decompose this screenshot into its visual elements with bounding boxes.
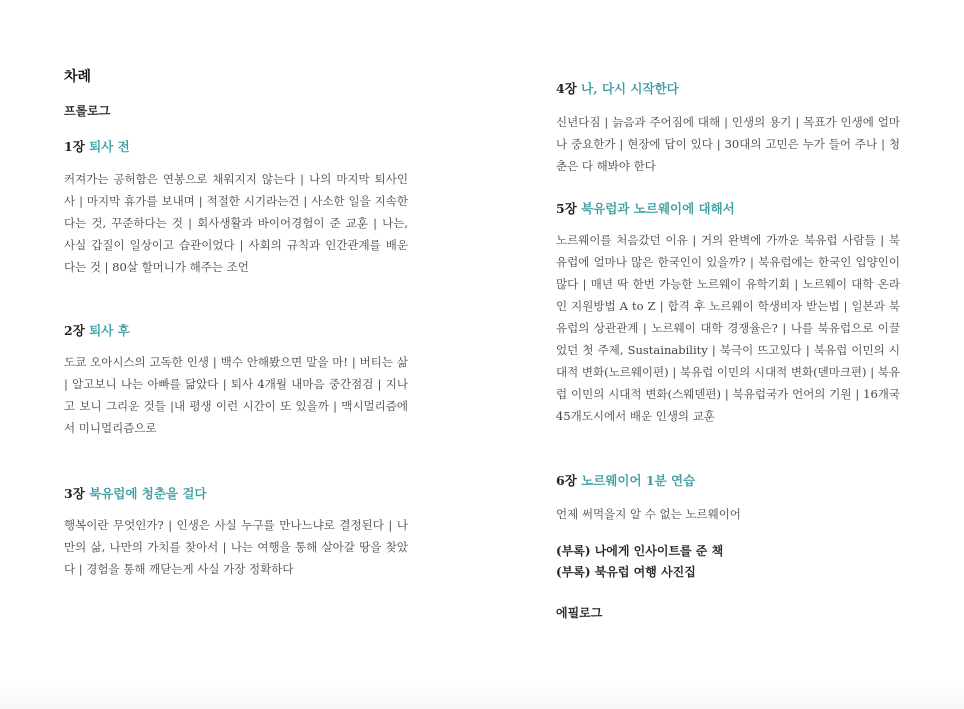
chapter-4-title: 나, 다시 시작한다 (581, 81, 679, 96)
page-bottom-edge (0, 683, 964, 709)
epilogue-entry: 에필로그 (556, 606, 603, 620)
chapter-4-sections: 신년다짐 | 늙음과 주어짐에 대해 | 인생의 용기 | 목표가 인생에 얼마나 중요한가 | 현장에 답이 있다 | 30대의 고민은 누가 들어 주나 | 청춘은 다 해봐야 한다 (556, 115, 900, 173)
chapter-2-heading (64, 321, 130, 339)
chapter-4-number: 4장 (556, 81, 577, 96)
chapter-2-sections: 도쿄 오아시스의 고독한 인생 | 백수 안해봤으면 말을 마! | 버티는 삶 | 알고보니 나는 아빠를 닮았다 | 퇴사 4개월 내마음 중간점검 | 지나고 보니 그리운 것들 |내 평생 이런 시간이 또 있을까 | 맥시멀리즘에서 미니멀리즘으로 (64, 355, 408, 435)
chapter-5-heading (556, 199, 735, 217)
chapter-1-sections: 커져가는 공허함은 연봉으로 채워지지 않는다 | 나의 마지막 퇴사인사 | 마지막 휴가를 보내며 | 적절한 시기라는건 | 사소한 일을 지속한다는 것, 꾸준하다는 것 | 회사생활과 바이어경험이 준 교훈 | 나는, 사실 갑질이 일상이고 습관이었다 | 사회의 규칙과 인간관계를 배운다는 것 | 80살 할머니가 해주는 조언 (64, 172, 408, 274)
chapter-6-sections: 언제 써먹을지 알 수 없는 노르웨이어 (556, 507, 741, 521)
chapter-1-number: 1장 (64, 139, 85, 154)
chapter-5-title: 북유럽과 노르웨이에 대해서 (581, 201, 735, 216)
appendix-list (556, 541, 723, 583)
chapter-1-heading (64, 137, 130, 155)
chapter-3-title: 북유럽에 청춘을 걸다 (89, 486, 207, 501)
chapter-1-title: 퇴사 전 (89, 139, 130, 154)
prologue-entry: 프롤로그 (64, 104, 111, 118)
chapter-2-title: 퇴사 후 (89, 323, 130, 338)
chapter-3-sections: 행복이란 무엇인가? | 인생은 사실 누구를 만나느냐로 결정된다 | 나만의 삶, 나만의 가치를 찾아서 | 나는 여행을 통해 살아갈 땅을 찾았다 | 경험을 통해 깨닫는게 사실 가장 정확하다 (64, 518, 408, 576)
appendix-books-entry: (부록) 나에게 인사이트를 준 책 (556, 544, 724, 558)
chapter-5-sections: 노르웨이를 처음갔던 이유 | 거의 완벽에 가까운 북유럽 사람들 | 북유럽에 얼마나 많은 한국인이 있을까? | 북유럽에는 한국인 입양인이 많다 | 매년 딱 한번 가능한 노르웨이 유학기회 | 노르웨이 대학 온라인 지원방법 A to Z | 합격 후 노르웨이 학생비자 받는법 | 일본과 북유럽의 상관관계 | 노르웨이 대학 경쟁율은? | 나를 북유럽으로 이끌었던 첫 주제, Sustainability | 북극이 뜨고있다 | 북유럽 이민의 시대적 변화(노르웨이편) | 북유럽 이민의 시대적 변화(덴마크편) | 북유럽 이민의 시대적 변화(스웨덴편) | 북유럽국가 언어의 기원 | 16개국 45개도시에서 배운 인생의 교훈 (556, 233, 900, 423)
chapter-2-number: 2장 (64, 323, 85, 338)
chapter-6-number: 6장 (556, 473, 577, 488)
appendix-photos-entry: (부록) 북유럽 여행 사진집 (556, 565, 696, 579)
chapter-6-title: 노르웨이어 1분 연습 (581, 473, 696, 488)
chapter-5-number: 5장 (556, 201, 577, 216)
toc-title: 차례 (64, 69, 92, 85)
chapter-3-heading (64, 484, 207, 502)
chapter-6-heading (556, 471, 695, 489)
chapter-3-number: 3장 (64, 486, 85, 501)
chapter-4-heading (556, 79, 679, 97)
